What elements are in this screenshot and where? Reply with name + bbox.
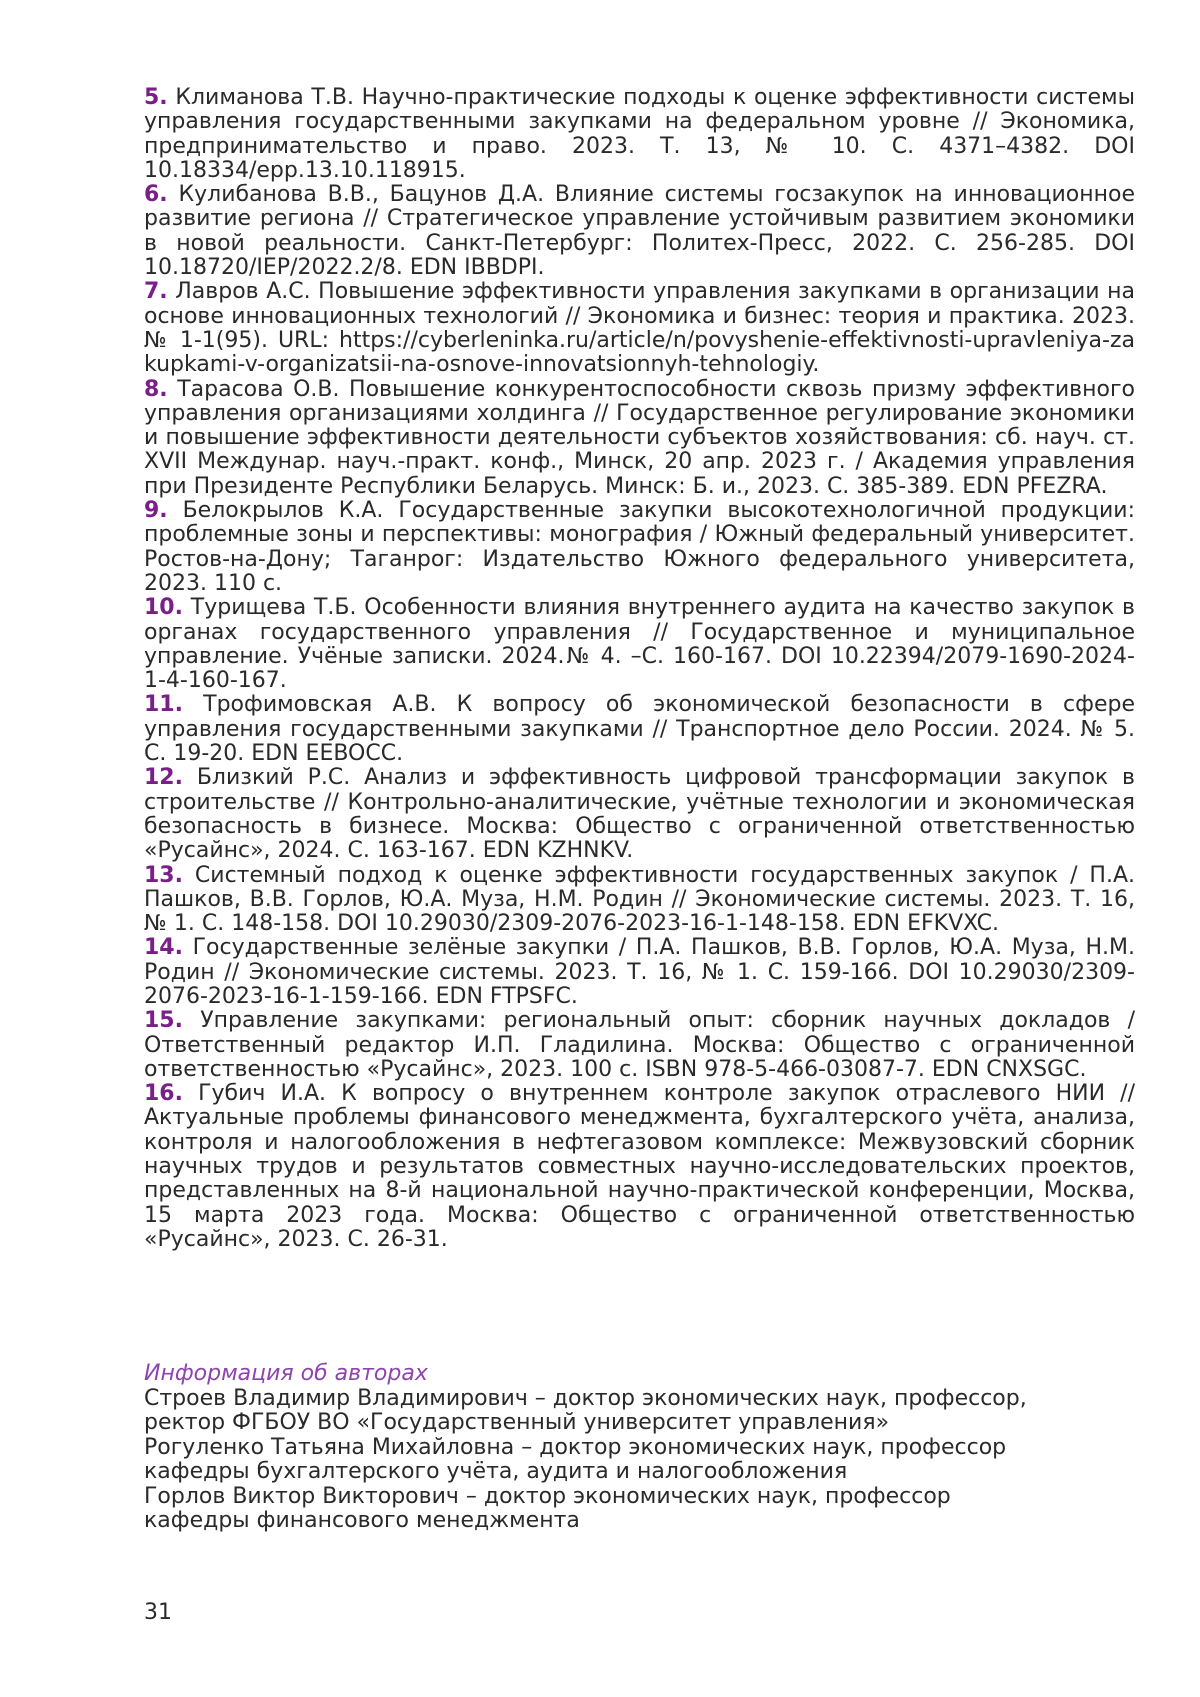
- reference-number: 12.: [144, 765, 183, 790]
- reference-number: 8.: [144, 377, 168, 402]
- reference-text: Кулибанова В.В., Бацунов Д.А. Влияние системы госзакупок на инновационное развитие региона // Стратегическое управление устойчивым развитием экономики в новой реальности. Санкт-Петербург: Политех-Пресс, 2022. С. 256-285. DOI 10.18720/IEP/2022.2/8. EDN IBBDPI.: [144, 182, 1135, 280]
- reference-number: 16.: [144, 1081, 183, 1106]
- reference-text: Трофимовская А.В. К вопросу об экономической безопасности в сфере управления государственными закупками // Транспортное дело России. 2024. № 5. С. 19-20. EDN EEBOCC.: [144, 692, 1135, 766]
- author-line: кафедры бухгалтерского учёта, аудита и налогообложения: [144, 1460, 1135, 1485]
- reference-item: [144, 86, 1135, 183]
- author-line: Горлов Виктор Викторович – доктор экономических наук, профессор: [144, 1485, 1135, 1510]
- reference-text: Лавров А.С. Повышение эффективности управления закупками в организации на основе инновационных технологий // Экономика и бизнес: теория и практика. 2023. № 1-1(95). URL: https://cyberleninka.ru/article/n/povyshenie-effektivnosti-upravleniya-zakupkami-v-organizatsii-na-osnove-innovatsionnyh-tehnologiy.: [144, 279, 1135, 377]
- reference-number: 6.: [144, 182, 168, 207]
- reference-text: Тарасова О.В. Повышение конкурентоспособности сквозь призму эффективного управления организациями холдинга // Государственное регулирование экономики и повышение эффективности деятельности субъектов хозяйствования: сб. науч. ст. XVII Междунар. науч.-практ. конф., Минск, 20 апр. 2023 г. / Академия управления при Президенте Республики Беларусь. Минск: Б. и., 2023. С. 385-389. EDN PFEZRA.: [144, 377, 1135, 499]
- reference-text: Управление закупками: региональный опыт: сборник научных докладов / Ответственный редактор И.П. Гладилина. Москва: Общество с ограниченной ответственностью «Русайнс», 2023. 100 с. ISBN 978-5-466-03087-7. EDN CNXSGC.: [144, 1008, 1135, 1082]
- reference-number: 11.: [144, 692, 183, 717]
- author-line: ректор ФГБОУ ВО «Государственный университет управления»: [144, 1411, 1135, 1436]
- reference-text: Губич И.А. К вопросу о внутреннем контроле закупок отраслевого НИИ // Актуальные проблемы финансового менеджмента, бухгалтерского учёта, анализа, контроля и налогообложения в нефтегазовом комплексе: Межвузовский сборник научных трудов и результатов совместных научно-исследовательских проектов, представленных на 8-й национальной научно-практической конференции, Москва, 15 марта 2023 года. Москва: Общество с ограниченной ответственностью «Русайнс», 2023. С. 26-31.: [144, 1081, 1135, 1252]
- authors-info: [144, 1362, 1135, 1534]
- page-number: 31: [144, 1600, 172, 1625]
- reference-text: Климанова Т.В. Научно-практические подходы к оценке эффективности системы управления государственными закупками на федеральном уровне // Экономика, предпринимательство и право. 2023. Т. 13, № 10. С. 4371–4382. DOI 10.18334/epp.13.10.118915.: [144, 85, 1135, 183]
- reference-item: [144, 936, 1135, 1009]
- reference-number: 14.: [144, 935, 183, 960]
- reference-item: [144, 499, 1135, 596]
- author-line: Рогуленко Татьяна Михайловна – доктор экономических наук, профессор: [144, 1436, 1135, 1461]
- reference-number: 9.: [144, 498, 168, 523]
- reference-number: 13.: [144, 863, 183, 888]
- reference-text: Государственные зелёные закупки / П.А. Пашков, В.В. Горлов, Ю.А. Муза, Н.М. Родин // Экономические системы. 2023. Т. 16, № 1. С. 159-166. DOI 10.29030/2309-2076-2023-16-1-159-166. EDN FTPSFC.: [144, 935, 1135, 1009]
- reference-number: 10.: [144, 595, 183, 620]
- reference-item: [144, 378, 1135, 499]
- reference-text: Системный подход к оценке эффективности государственных закупок / П.А. Пашков, В.В. Горлов, Ю.А. Муза, Н.М. Родин // Экономические системы. 2023. Т. 16, № 1. С. 148-158. DOI 10.29030/2309-2076-2023-16-1-148-158. EDN EFKVXC.: [144, 863, 1135, 937]
- reference-text: Турищева Т.Б. Особенности влияния внутреннего аудита на качество закупок в органах государственного управления // Государственное и муниципальное управление. Учёные записки. 2024.№ 4. –С. 160-167. DOI 10.22394/2079-1690-2024-1-4-160-167.: [144, 595, 1135, 693]
- reference-list: [144, 86, 1135, 1252]
- reference-item: [144, 280, 1135, 377]
- reference-item: [144, 1009, 1135, 1082]
- document-page: [0, 0, 1200, 1697]
- reference-text: Белокрылов К.А. Государственные закупки высокотехнологичной продукции: проблемные зоны и перспективы: монография / Южный федеральный университет. Ростов-на-Дону; Таганрог: Издательство Южного федерального университета, 2023. 110 с.: [144, 498, 1135, 596]
- reference-item: [144, 693, 1135, 766]
- author-line: кафедры финансового менеджмента: [144, 1509, 1135, 1534]
- reference-text: Близкий Р.С. Анализ и эффективность цифровой трансформации закупок в строительстве // Контрольно-аналитические, учётные технологии и экономическая безопасность в бизнесе. Москва: Общество с ограниченной ответственностью «Русайнс», 2024. С. 163-167. EDN KZHNKV.: [144, 765, 1135, 863]
- reference-item: [144, 596, 1135, 693]
- reference-item: [144, 864, 1135, 937]
- reference-item: [144, 766, 1135, 863]
- reference-number: 5.: [144, 85, 168, 110]
- reference-item: [144, 1082, 1135, 1252]
- authors-heading: Информация об авторах: [144, 1362, 1135, 1387]
- reference-item: [144, 183, 1135, 280]
- reference-number: 15.: [144, 1008, 183, 1033]
- author-line: Строев Владимир Владимирович – доктор экономических наук, профессор,: [144, 1387, 1135, 1412]
- reference-number: 7.: [144, 279, 168, 304]
